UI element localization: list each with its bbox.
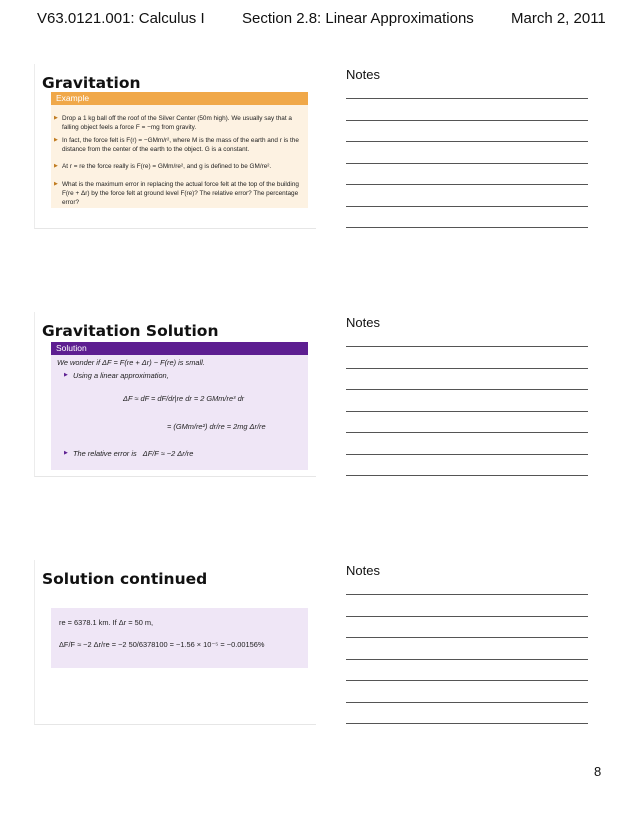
note-line [346, 206, 588, 207]
solution-block [51, 342, 308, 470]
equation-percentage-error: ΔF/F ≈ −2 Δr/re = −2 50/6378100 = −1.56 × 10⁻⁵ = −0.00156% [59, 640, 265, 649]
bullet-item [54, 114, 302, 132]
note-line [346, 616, 588, 617]
slide-title: Gravitation [42, 74, 141, 92]
slide-solution-continued [34, 560, 316, 725]
bullet-item [54, 136, 302, 154]
bullet-text: Using a linear approximation, [73, 371, 169, 380]
notes-label: Notes [346, 563, 380, 578]
note-line [346, 432, 588, 433]
note-line [346, 659, 588, 660]
note-line [346, 368, 588, 369]
solution-intro: We wonder if ΔF = F(re + Δr) − F(re) is small. [57, 358, 205, 367]
bullet-triangle-icon: ▶ [54, 137, 58, 143]
note-line [346, 98, 588, 99]
equation-simplified: = (GMm/re²) dr/re = 2mg Δr/re [167, 422, 266, 431]
slide-gravitation [34, 64, 316, 229]
bullet-triangle-icon: ▶ [64, 372, 68, 378]
bullet-text: At r = re the force really is F(re) = GMm/re², and g is defined to be GM/re². [62, 163, 272, 170]
note-line [346, 680, 588, 681]
note-line [346, 346, 588, 347]
block-label: Example [51, 92, 308, 105]
note-line [346, 723, 588, 724]
note-line [346, 475, 588, 476]
note-line [346, 184, 588, 185]
notes-label: Notes [346, 67, 380, 82]
solution-continued-block [51, 608, 308, 668]
bullet-triangle-icon: ▶ [64, 450, 68, 456]
course-title: V63.0121.001: Calculus I [37, 10, 205, 27]
bullet-text: The relative error is [73, 449, 137, 458]
header-date: March 2, 2011 [511, 10, 606, 27]
note-line [346, 163, 588, 164]
solution-bullet-1 [64, 371, 169, 380]
note-line [346, 389, 588, 390]
bullet-triangle-icon: ▶ [54, 115, 58, 121]
slide-gravitation-solution [34, 312, 316, 477]
bullet-item [54, 180, 302, 207]
bullet-text: In fact, the force felt is F(r) = −GMm/r², where M is the mass of the earth and r is the distance from the center of the earth to the object. G is a constant. [62, 137, 299, 153]
slide-title: Gravitation Solution [42, 322, 219, 340]
example-block [51, 92, 308, 208]
bullet-triangle-icon: ▶ [54, 181, 58, 187]
section-title: Section 2.8: Linear Approximations [242, 10, 474, 27]
notes-label: Notes [346, 315, 380, 330]
note-line [346, 141, 588, 142]
equation-linear-approx: ΔF ≈ dF = dF/dr|re dr = 2 GMm/re³ dr [123, 394, 245, 403]
slide-title: Solution continued [42, 570, 208, 588]
note-line [346, 227, 588, 228]
bullet-text: What is the maximum error in replacing the actual force felt at the top of the building F(re + Δr) by the force felt at ground level F(re)? The relative error? The percentage error? [62, 181, 299, 206]
note-line [346, 702, 588, 703]
equation-relative-error: ΔF/F ≈ −2 Δr/re [142, 449, 194, 458]
note-line [346, 120, 588, 121]
note-line [346, 411, 588, 412]
bullet-item [54, 162, 302, 171]
bullet-text: Drop a 1 kg ball off the roof of the Silver Center (50m high). We usually say that a falling object feels a force F = −mg from gravity. [62, 115, 292, 131]
note-line [346, 594, 588, 595]
note-line [346, 637, 588, 638]
solution-bullet-2 [64, 449, 194, 458]
earth-radius-text: re = 6378.1 km. If Δr = 50 m, [59, 618, 154, 627]
bullet-triangle-icon: ▶ [54, 163, 58, 169]
note-line [346, 454, 588, 455]
page-number: 8 [594, 764, 602, 779]
block-label: Solution [51, 342, 308, 355]
